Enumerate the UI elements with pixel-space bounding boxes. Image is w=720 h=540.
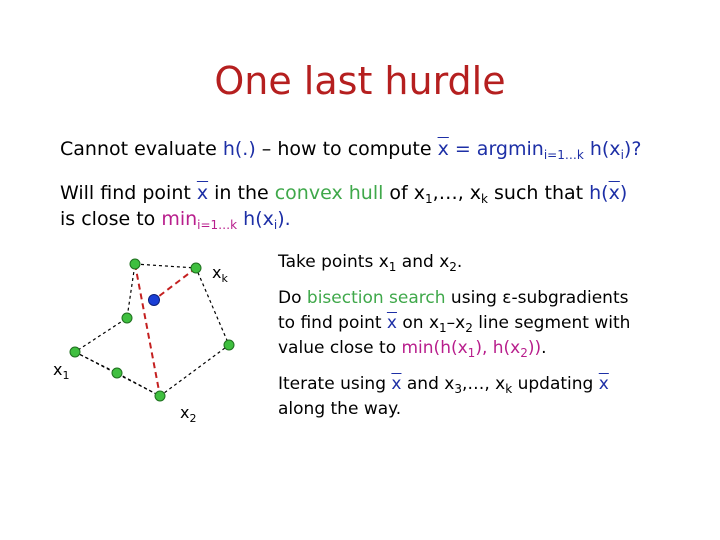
point-x1 (70, 347, 80, 357)
text: . (456, 252, 463, 272)
red-dashed-segment (154, 268, 196, 300)
text: h( (589, 182, 609, 204)
x-bar: $\overline{x}$ (437, 138, 449, 160)
x-bar: $\overline{x}$ (598, 374, 609, 394)
x-bar: $\overline{x}$ (196, 182, 209, 204)
text: ,…, x (461, 374, 506, 394)
right-text-segment (278, 311, 630, 335)
subscript: 2 (465, 321, 473, 335)
hull-boundary (75, 264, 229, 396)
text: ), h(x (475, 338, 521, 358)
bisection-search-term: bisection search (306, 288, 446, 308)
text: line segment with (472, 313, 631, 333)
hull-point (112, 368, 122, 378)
h-function: h(.) (222, 138, 256, 160)
text: Will find point (60, 182, 197, 204)
text: = argmin (448, 138, 544, 160)
text: Iterate using (278, 374, 392, 394)
text: on x (396, 313, 440, 333)
red-dashed-segment (135, 264, 160, 396)
subscript: 1 (425, 192, 433, 206)
subscript: 1 (388, 260, 397, 274)
right-text-along-the-way (278, 397, 401, 421)
text: Take points x (278, 252, 389, 272)
x-bar: $\overline{x}$ (608, 182, 620, 204)
text: – how to compute (255, 138, 438, 160)
right-text-min-value (278, 336, 547, 360)
text: to find point (278, 313, 387, 333)
x-bar: $\overline{x}$ (391, 374, 402, 394)
slide-title: One last hurdle (214, 59, 506, 103)
text: is close to (60, 208, 162, 230)
label-x2: $x_2$ (180, 403, 197, 425)
subscript: i (620, 148, 624, 162)
subscript: i=1…k (543, 148, 584, 162)
hull-point (224, 340, 234, 350)
subscript: i=1…k (197, 218, 238, 232)
convex-hull-term: convex hull (274, 182, 384, 204)
text: value close to (278, 338, 402, 358)
text: along the way. (278, 399, 402, 419)
x-bar-point (149, 295, 160, 306)
label-xk: $x_k$ (212, 263, 228, 285)
subscript: k (481, 192, 488, 206)
hull-polygon (75, 264, 229, 396)
text: updating (512, 374, 599, 394)
text: h(x (583, 138, 621, 160)
text: . (541, 338, 547, 358)
text: of x (383, 182, 426, 204)
subscript: 1 (439, 321, 447, 335)
subscript: 3 (454, 382, 462, 396)
text: )) (527, 338, 542, 358)
min-term: min(h(x (401, 338, 468, 358)
hull-point (130, 259, 140, 269)
point-xk (191, 263, 201, 273)
min-term: min (161, 208, 198, 230)
text: )? (623, 138, 642, 160)
x-bar: $\overline{x}$ (386, 313, 397, 333)
text: Cannot evaluate (60, 138, 223, 160)
text: ). (277, 208, 291, 230)
text: such that (487, 182, 590, 204)
text: ) (619, 182, 628, 204)
subscript: k (505, 382, 513, 396)
subscript: 1 (467, 346, 476, 360)
text: Do (278, 288, 307, 308)
label-x1: $x_1$ (53, 360, 70, 382)
text: ,…, x (432, 182, 482, 204)
text: h(x (237, 208, 274, 230)
text: and x (396, 252, 450, 272)
text: –x (446, 313, 466, 333)
text: using ε-subgradients (445, 288, 629, 308)
right-text-bisection (278, 286, 628, 310)
subscript: 2 (449, 260, 457, 274)
text: and x (401, 374, 455, 394)
right-text-iterate (278, 372, 609, 396)
hull-point (122, 313, 132, 323)
subscript: 2 (520, 346, 528, 360)
subscript: i (273, 218, 278, 232)
point-x2 (155, 391, 165, 401)
right-text-take-points (278, 250, 462, 274)
text: in the (208, 182, 275, 204)
